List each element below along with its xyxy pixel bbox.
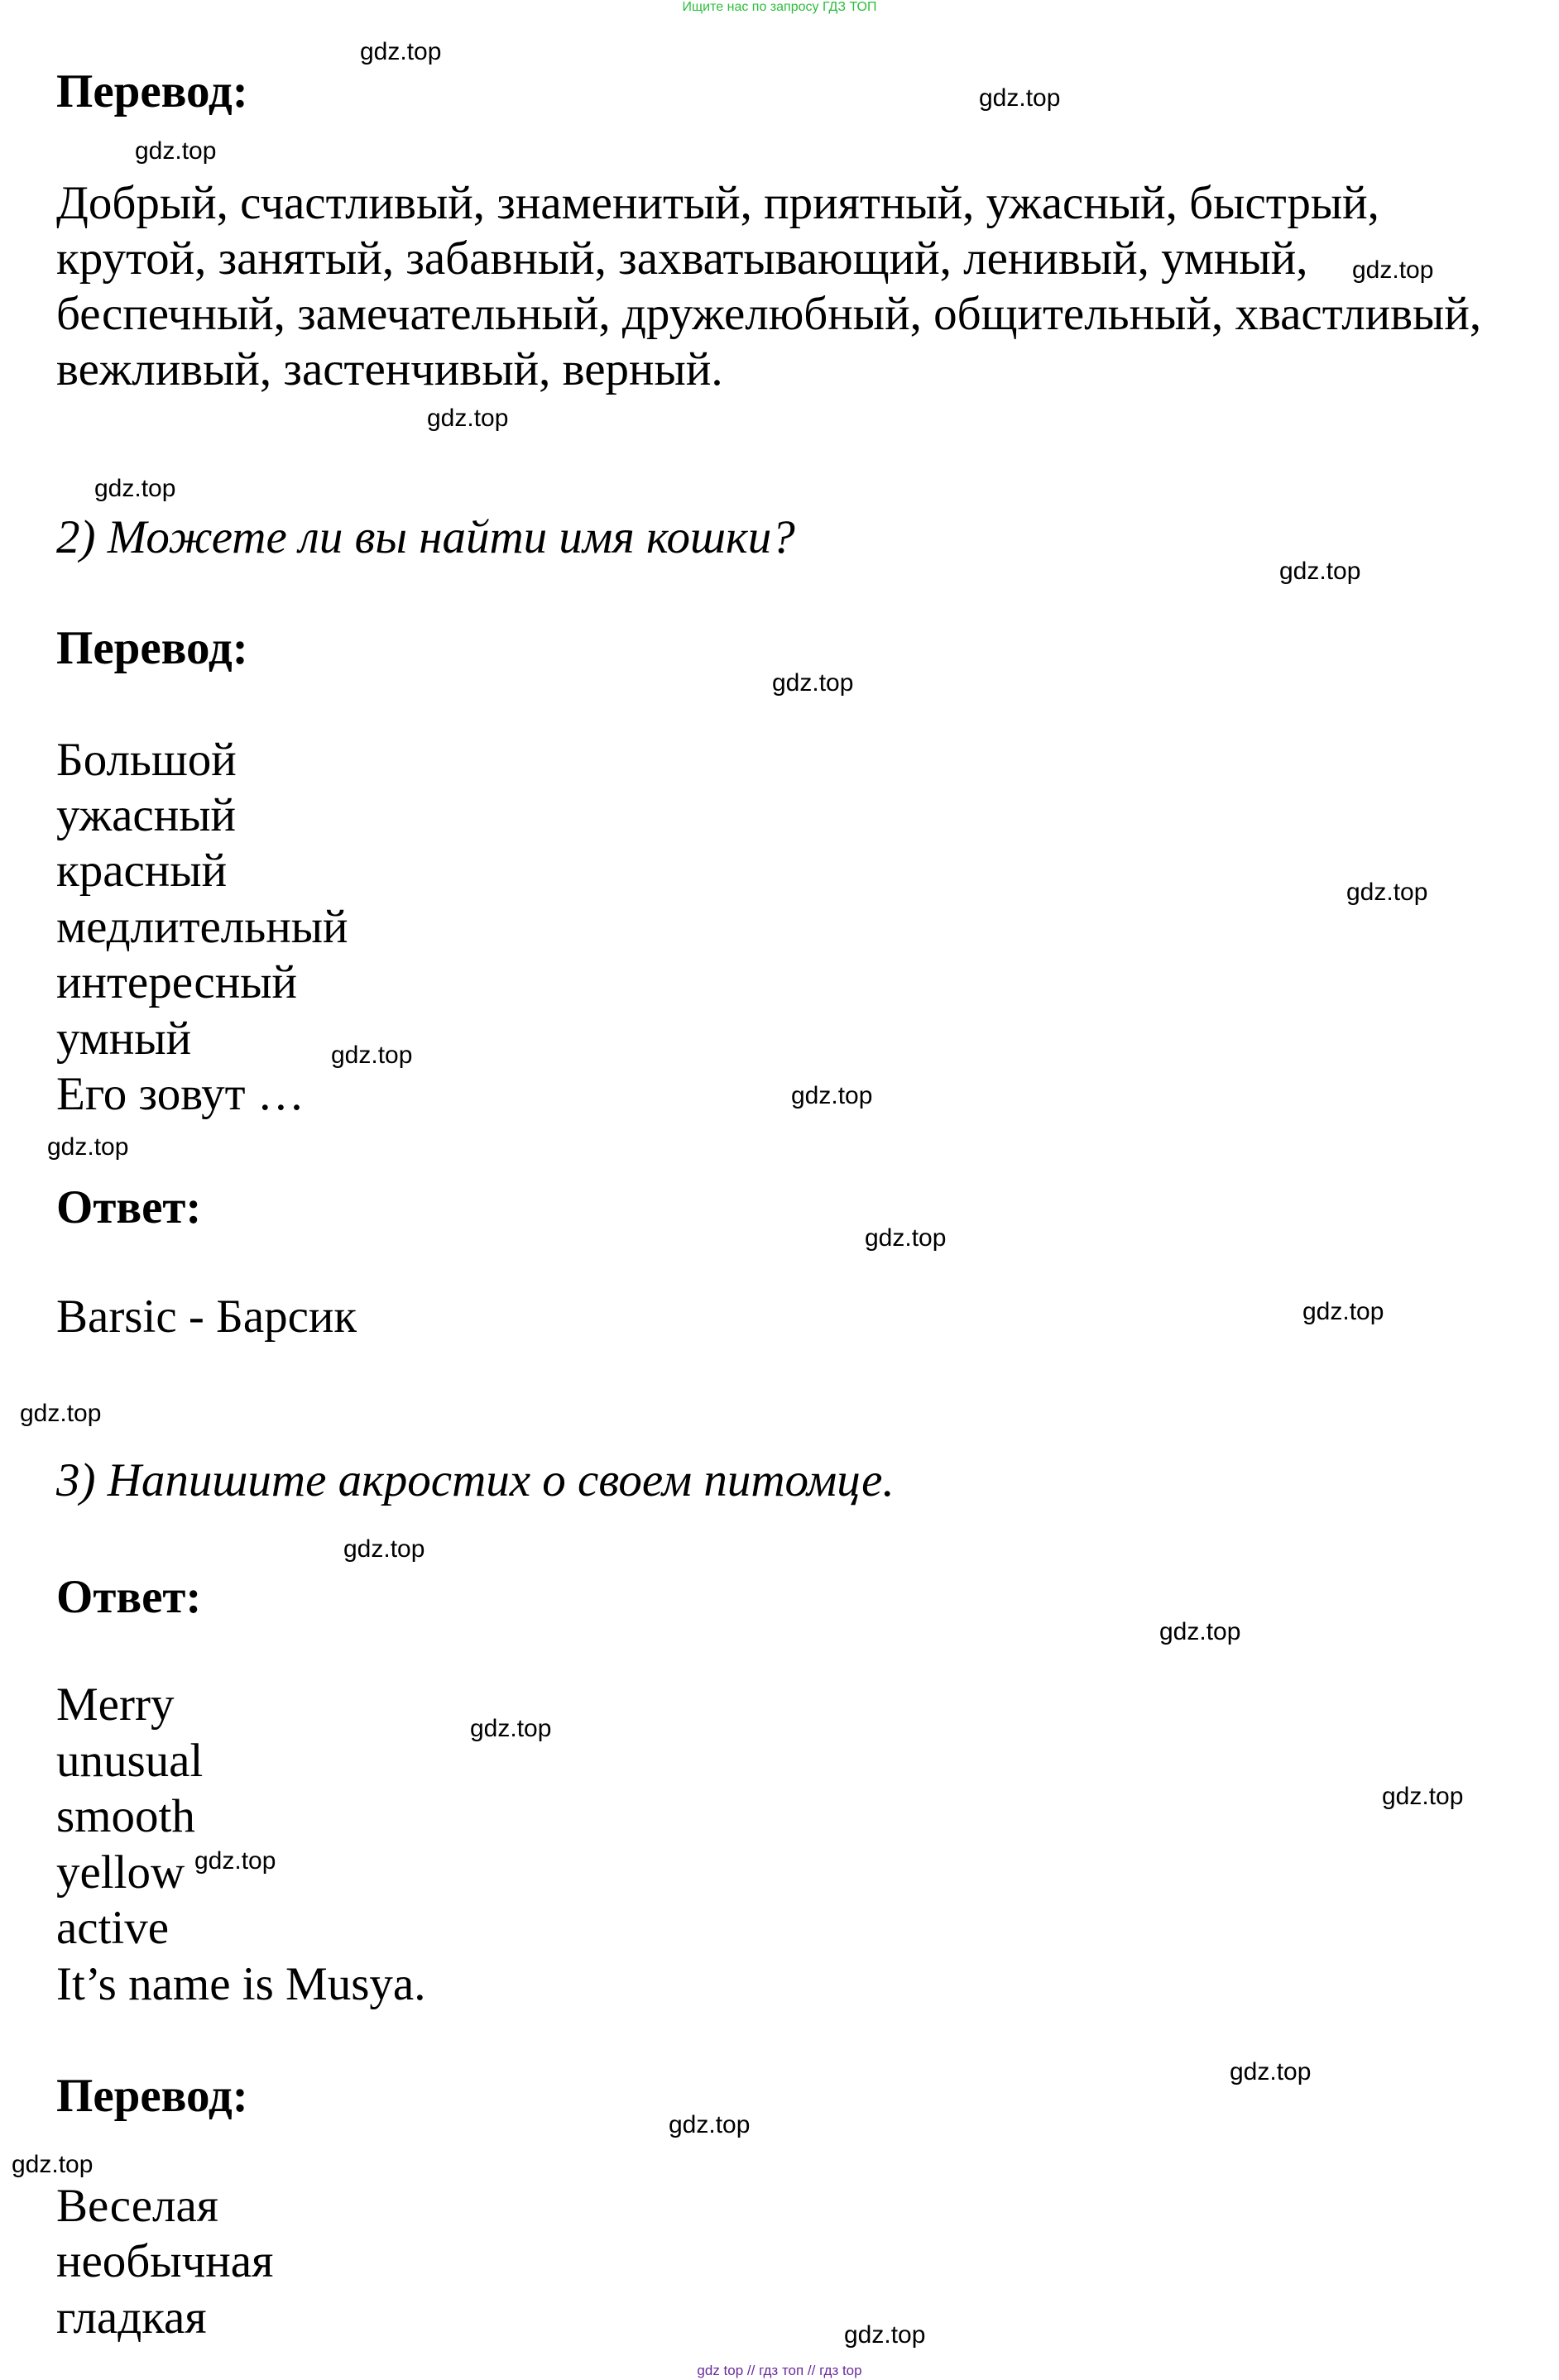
- paragraph-line: вежливый, застенчивый, верный.: [56, 343, 723, 395]
- watermark: gdz.top: [1382, 1783, 1464, 1810]
- task2-translation-heading: Перевод:: [56, 622, 248, 674]
- watermark: gdz.top: [979, 84, 1061, 112]
- watermark: gdz.top: [1302, 1298, 1384, 1325]
- task3-question: 3) Напишите акростих о своем питомце.: [56, 1454, 895, 1506]
- task3-translation-line: гладкая: [56, 2291, 207, 2344]
- watermark: gdz.top: [12, 2151, 94, 2178]
- top-banner[interactable]: Ищите нас по запросу ГДЗ ТОП: [682, 0, 877, 14]
- watermark: gdz.top: [844, 2321, 926, 2349]
- task3-answer-line: It’s name is Musya.: [56, 1958, 426, 2010]
- task3-answer-heading: Ответ:: [56, 1571, 202, 1623]
- watermark: gdz.top: [865, 1224, 947, 1252]
- task3-answer-line: active: [56, 1902, 170, 1954]
- paragraph-line: крутой, занятый, забавный, захватывающий, ленивый, умный,: [56, 232, 1308, 285]
- watermark: gdz.top: [470, 1715, 552, 1742]
- task3-answer-line: smooth: [56, 1790, 195, 1842]
- watermark: gdz.top: [135, 137, 217, 165]
- task2-translation-line: Большой: [56, 734, 237, 786]
- paragraph-line: беспечный, замечательный, дружелюбный, общительный, хвастливый,: [56, 288, 1482, 340]
- section1-heading: Перевод:: [56, 65, 248, 117]
- task3-translation-line: Веселая: [56, 2180, 218, 2232]
- task2-translation-line: медлительный: [56, 901, 348, 953]
- task2-translation-line: интересный: [56, 956, 298, 1008]
- task3-answer-line: unusual: [56, 1735, 204, 1787]
- watermark: gdz.top: [331, 1042, 413, 1069]
- watermark: gdz.top: [94, 475, 176, 502]
- task3-translation-heading: Перевод:: [56, 2070, 248, 2122]
- task3-answer-line: yellow: [56, 1846, 185, 1899]
- watermark: gdz.top: [343, 1535, 425, 1563]
- watermark: gdz.top: [791, 1082, 873, 1109]
- watermark: gdz.top: [427, 405, 509, 432]
- watermark: gdz.top: [1352, 256, 1434, 284]
- task2-translation-line: ужасный: [56, 789, 237, 841]
- watermark: gdz.top: [1159, 1618, 1241, 1645]
- section1-paragraph: [56, 175, 1481, 397]
- task3-translation-line: необычная: [56, 2235, 274, 2287]
- watermark: gdz.top: [20, 1400, 102, 1427]
- watermark: gdz.top: [669, 2111, 751, 2138]
- watermark: gdz.top: [360, 38, 442, 65]
- watermark: gdz.top: [1230, 2058, 1312, 2085]
- watermark: gdz.top: [47, 1133, 129, 1161]
- watermark: gdz.top: [772, 669, 854, 697]
- task2-question: 2) Можете ли вы найти имя кошки?: [56, 511, 795, 563]
- task2-translation-line: Его зовут …: [56, 1068, 305, 1120]
- watermark: gdz.top: [194, 1847, 276, 1875]
- watermark: gdz.top: [1279, 558, 1361, 585]
- task2-translation-line: умный: [56, 1013, 192, 1065]
- task2-answer-heading: Ответ:: [56, 1181, 202, 1233]
- task3-answer-line: Merry: [56, 1678, 175, 1731]
- task2-translation-line: красный: [56, 845, 228, 897]
- paragraph-line: Добрый, счастливый, знаменитый, приятный, ужасный, быстрый,: [56, 177, 1379, 229]
- bottom-banner[interactable]: gdz top // гдз топ // гдз top: [697, 2363, 862, 2378]
- task2-answer-text: Barsic - Барсик: [56, 1291, 357, 1343]
- watermark: gdz.top: [1346, 879, 1428, 906]
